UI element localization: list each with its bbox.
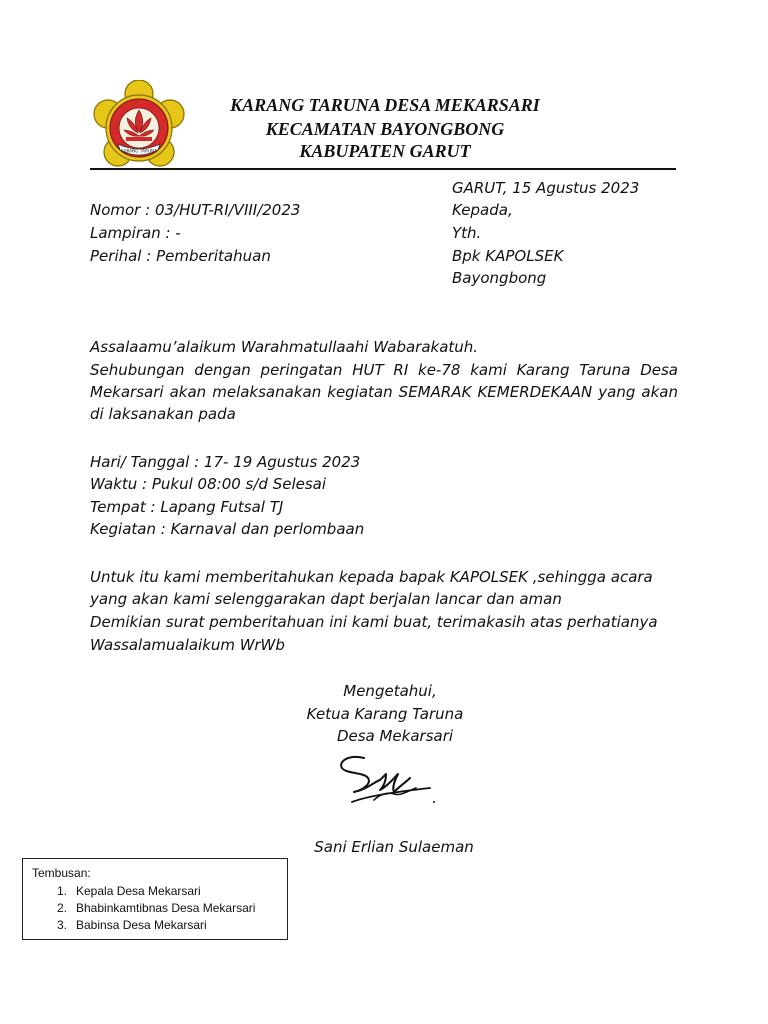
list-item-text: Kepala Desa Mekarsari: [76, 884, 201, 898]
org-name: KARANG TARUNA DESA MEKARSARI: [230, 95, 540, 115]
tembusan-title: Tembusan:: [32, 866, 91, 880]
event-detail: Kegiatan : Karnaval dan perlombaan: [90, 520, 365, 538]
regency-name: KABUPATEN GARUT: [299, 141, 471, 161]
list-item-number: 2.: [57, 901, 68, 915]
handwritten-signature-icon: [334, 752, 440, 812]
letter-attachment: Lampiran : -: [90, 224, 181, 242]
letter-number: Nomor : 03/HUT-RI/VIII/2023: [90, 201, 301, 219]
list-item-number: 1.: [57, 884, 68, 898]
header-divider: [90, 168, 676, 170]
event-detail: Waktu : Pukul 08:00 s/d Selesai: [90, 475, 327, 493]
district-name: KECAMATAN BAYONGBONG: [265, 119, 505, 139]
recipient-line: Bayongbong: [452, 269, 547, 287]
recipient-line: Bpk KAPOLSEK: [452, 247, 564, 265]
list-item-number: 3.: [57, 918, 68, 932]
event-detail: Tempat : Lapang Futsal TJ: [90, 498, 284, 516]
recipient-line: Kepada,: [452, 201, 513, 219]
karang-taruna-logo-icon: [90, 80, 188, 174]
place-date: GARUT, 15 Agustus 2023: [452, 179, 640, 197]
logo-caption: KARANG TARUNA: [121, 148, 157, 154]
signer-org: Desa Mekarsari: [336, 727, 454, 745]
event-detail: Hari/ Tanggal : 17- 19 Agustus 2023: [90, 453, 361, 471]
greeting: Assalaamu’alaikum Warahmatullaahi Wabarakatuh.: [90, 338, 479, 356]
list-item-text: Babinsa Desa Mekarsari: [76, 918, 207, 932]
intro-paragraph: Sehubungan dengan peringatan HUT RI ke-78 kami Karang Taruna Desa Mekarsari akan melaksanakan kegiatan SEMARAK KEMERDEKAAN yang akan di laksanakan pada: [90, 361, 678, 423]
acknowledged-label: Mengetahui,: [343, 682, 437, 700]
closing-thanks: Demikian surat pemberitahuan ini kami buat, terimakasih atas perhatianya: [90, 613, 658, 631]
tembusan-box: [22, 858, 288, 940]
recipient-line: Yth.: [452, 224, 482, 242]
letter-subject: Perihal : Pemberitahuan: [90, 247, 271, 265]
closing-paragraph: Untuk itu kami memberitahukan kepada bapak KAPOLSEK ,sehingga acara yang akan kami selenggarakan dapt berjalan lancar dan aman: [90, 568, 653, 608]
signer-title: Ketua Karang Taruna: [306, 705, 464, 723]
list-item-text: Bhabinkamtibnas Desa Mekarsari: [76, 901, 256, 915]
signer-name: Sani Erlian Sulaeman: [314, 838, 474, 856]
closing-salutation: Wassalamualaikum WrWb: [90, 636, 285, 654]
